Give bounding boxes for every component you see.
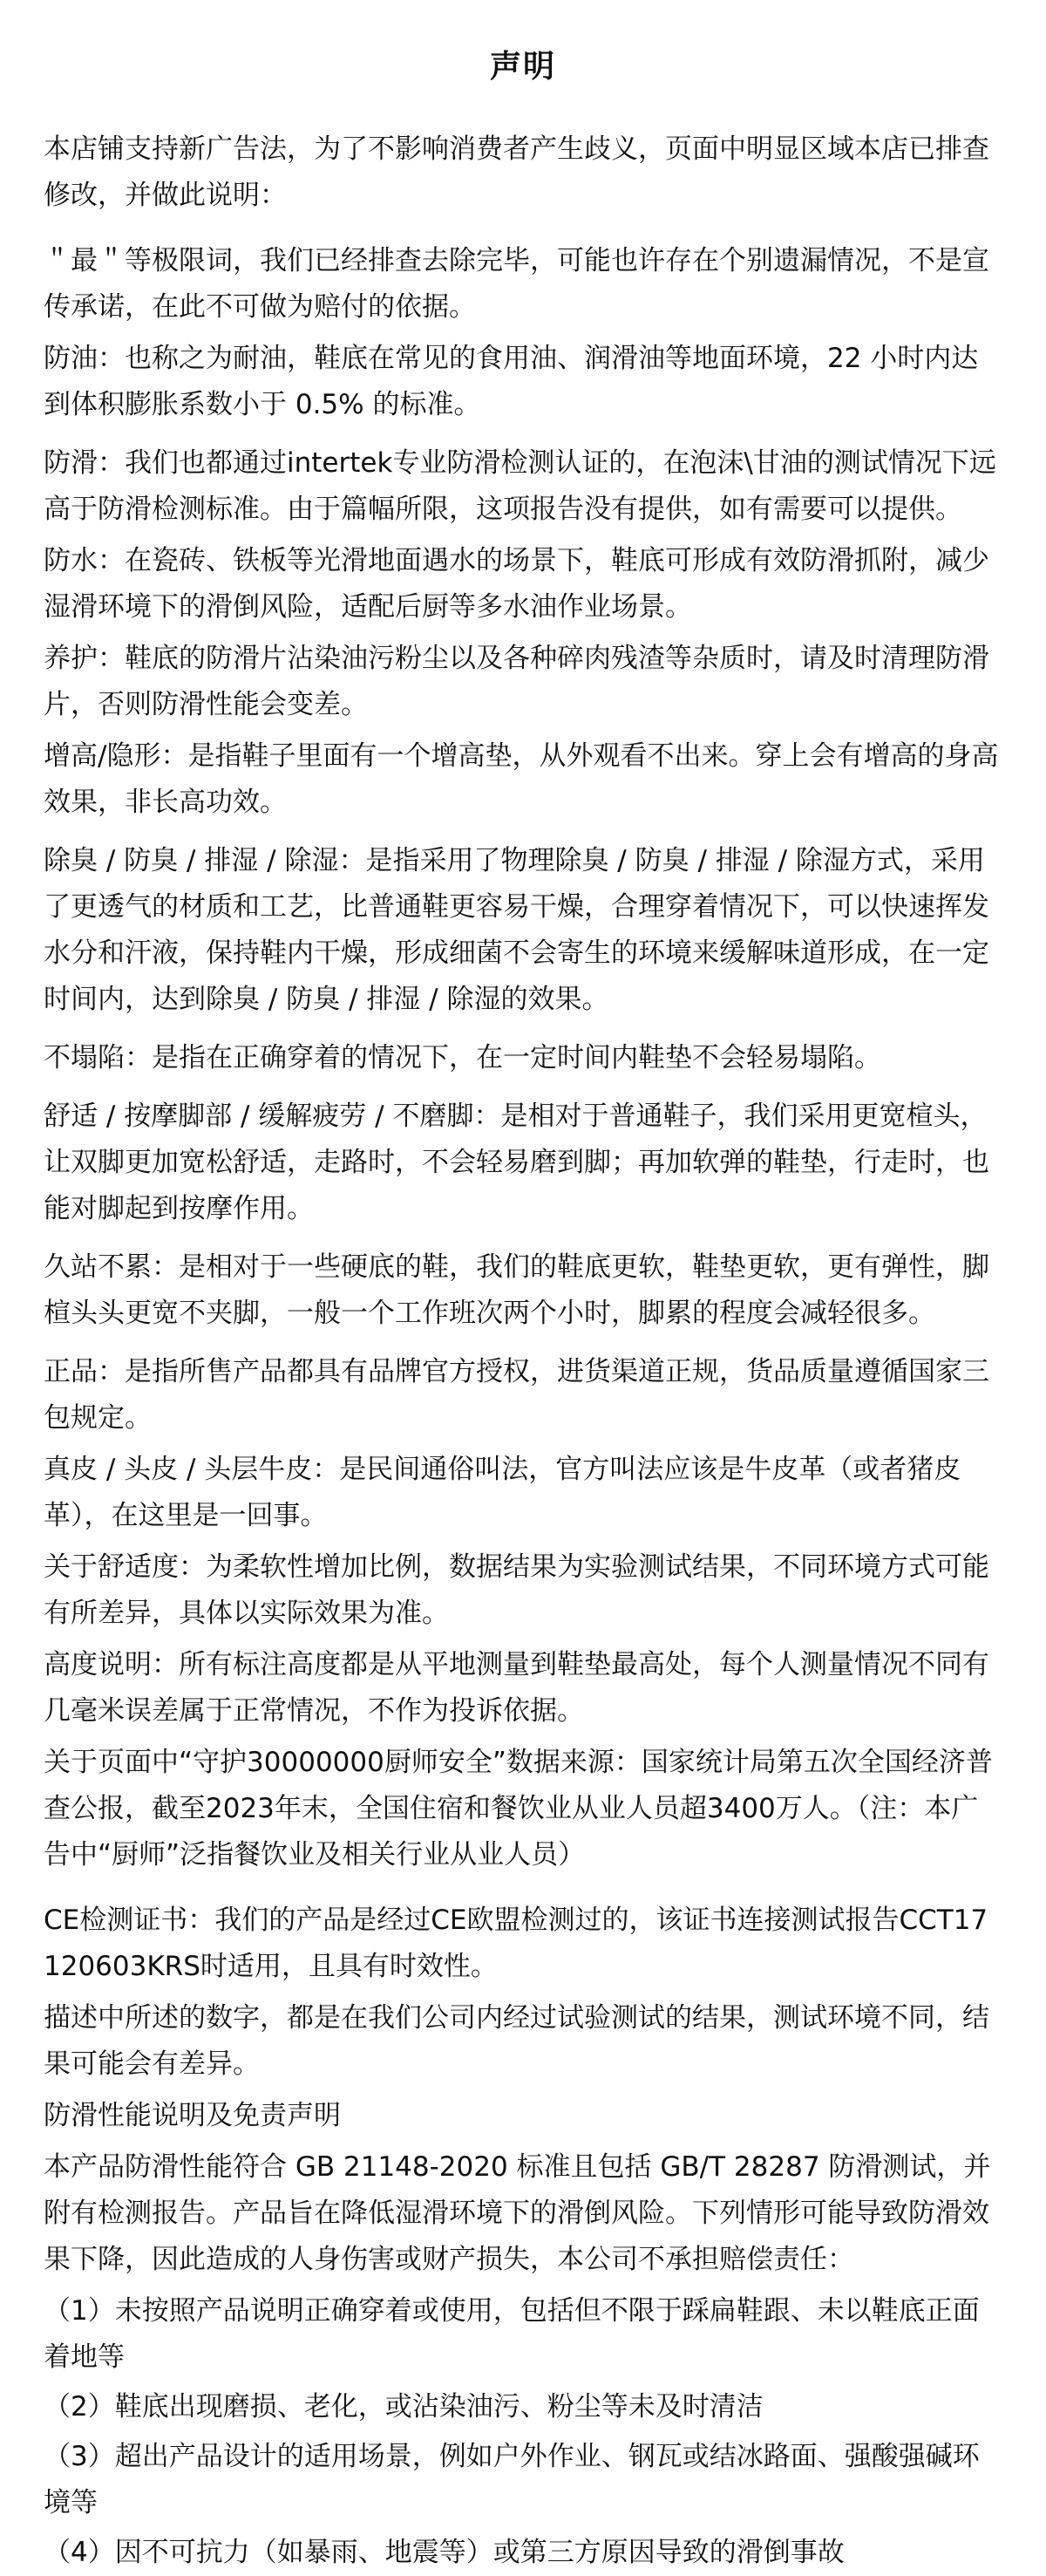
waterproof-paragraph: 防水：在瓷砖、铁板等光滑地面遇水的场景下，鞋底可形成有效防滑抓附，减少湿滑环境下的滑倒风险，适配后厨等多水油作业场景。 [44,545,989,623]
height-note-paragraph: 高度说明：所有标注高度都是从平地测量到鞋垫最高处，每个人测量情况不同有几毫米误差属于正常情况，不作为投诉依据。 [44,1649,989,1727]
height-insole-paragraph: 增高/隐形：是指鞋子里面有一个增高垫，从外观看不出来。穿上会有增高的身高效果，非长高功效。 [44,740,999,818]
list-item: （1）未按照产品说明正确穿着或使用，包括但不限于踩扁鞋跟、未以鞋底正面着地等 [44,2295,980,2373]
anti-slip-disclaimer-heading: 防滑性能说明及免责声明 [44,2100,341,2131]
list-item: （4）因不可抗力（如暴雨、地震等）或第三方原因导致的滑倒事故 [44,2537,845,2568]
leather-paragraph: 真皮 / 头皮 / 头层牛皮：是民间通俗叫法，官方叫法应该是牛皮革（或者猪皮革），在这里是一回事。 [44,1454,961,1531]
anti-slip-disclaimer-intro: 本产品防滑性能符合 GB 21148-2020 标准且包括 GB/T 28287 防滑测试，并附有检测报告。产品旨在降低湿滑环境下的滑倒风险。下列情形可能导致防滑效果下降，因此造成的人身伤害或财产损失，本公司不承担赔偿责任： [44,2151,991,2275]
intro-paragraph: 本店铺支持新广告法，为了不影响消费者产生歧义，页面中明显区域本店已排查修改，并做此说明： [44,133,989,211]
genuine-paragraph: 正品：是指所售产品都具有品牌官方授权，进货渠道正规，货品质量遵循国家三包规定。 [44,1356,989,1434]
numbers-note-paragraph: 描述中所述的数字，都是在我们公司内经过试验测试的结果，测试环境不同，结果可能会有差异。 [44,2002,989,2080]
ce-certificate-paragraph: CE检测证书：我们的产品是经过CE欧盟检测过的，该证书连接测试报告CCT17120603KRS时适用，且具有时效性。 [44,1905,988,1982]
deodorize-paragraph: 除臭 / 防臭 / 排湿 / 除湿：是指采用了物理除臭 / 防臭 / 排湿 / 除湿方式，采用了更透气的材质和工艺，比普通鞋更容易干燥，合理穿着情况下，可以快速挥发水分和汗液，保持鞋内干燥，形成细菌不会寄生的环境来缓解味道形成，在一定时间内，达到除臭 / 防臭 / 排湿 / 除湿的效果。 [44,845,989,1015]
list-item: （2）鞋底出现磨损、老化，或沾染油污、粉尘等未及时清洁 [44,2391,764,2423]
data-source-paragraph: 关于页面中“守护30000000厨师安全”数据来源：国家统计局第五次全国经济普查公报，截至2023年末，全国住宿和餐饮业从业人员超3400万人。（注：本广告中“厨师”泛指餐饮业及相关行业从业人员） [44,1747,993,1871]
long-standing-paragraph: 久站不累：是相对于一些硬底的鞋，我们的鞋底更软，鞋垫更软，更有弹性，脚楦头头更宽不夹脚，一般一个工作班次两个小时，脚累的程度会减轻很多。 [44,1251,989,1329]
page-title: 声明 [489,49,556,85]
maintenance-paragraph: 养护：鞋底的防滑片沾染油污粉尘以及各种碎肉残渣等杂质时，请及时清理防滑片，否则防滑性能会变差。 [44,643,989,720]
comfort-paragraph: 舒适 / 按摩脚部 / 缓解疲劳 / 不磨脚：是相对于普通鞋子，我们采用更宽楦头，让双脚更加宽松舒适，走路时，不会轻易磨到脚；再加软弹的鞋垫，行走时，也能对脚起到按摩作用。 [44,1101,989,1224]
oil-resistant-paragraph: 防油：也称之为耐油，鞋底在常见的食用油、润滑油等地面环境，22 小时内达到体积膨胀系数小于 0.5% 的标准。 [44,343,979,420]
no-collapse-paragraph: 不塌陷：是指在正确穿着的情况下，在一定时间内鞋垫不会轻易塌陷。 [44,1042,881,1073]
anti-slip-paragraph: 防滑：我们也都通过intertek专业防滑检测认证的，在泡沫\甘油的测试情况下远高于防滑检测标准。由于篇幅所限，这项报告没有提供，如有需要可以提供。 [44,447,996,525]
comfort-level-paragraph: 关于舒适度：为柔软性增加比例，数据结果为实验测试结果，不同环境方式可能有所差异，具体以实际效果为准。 [44,1551,989,1629]
extreme-words-paragraph: ＂最＂等极限词，我们已经排查去除完毕，可能也许存在个别遗漏情况，不是宣传承诺，在此不可做为赔付的依据。 [44,245,989,323]
list-item: （3）超出产品设计的适用场景，例如户外作业、钢瓦或结冰路面、强酸强碱环境等 [44,2441,980,2518]
